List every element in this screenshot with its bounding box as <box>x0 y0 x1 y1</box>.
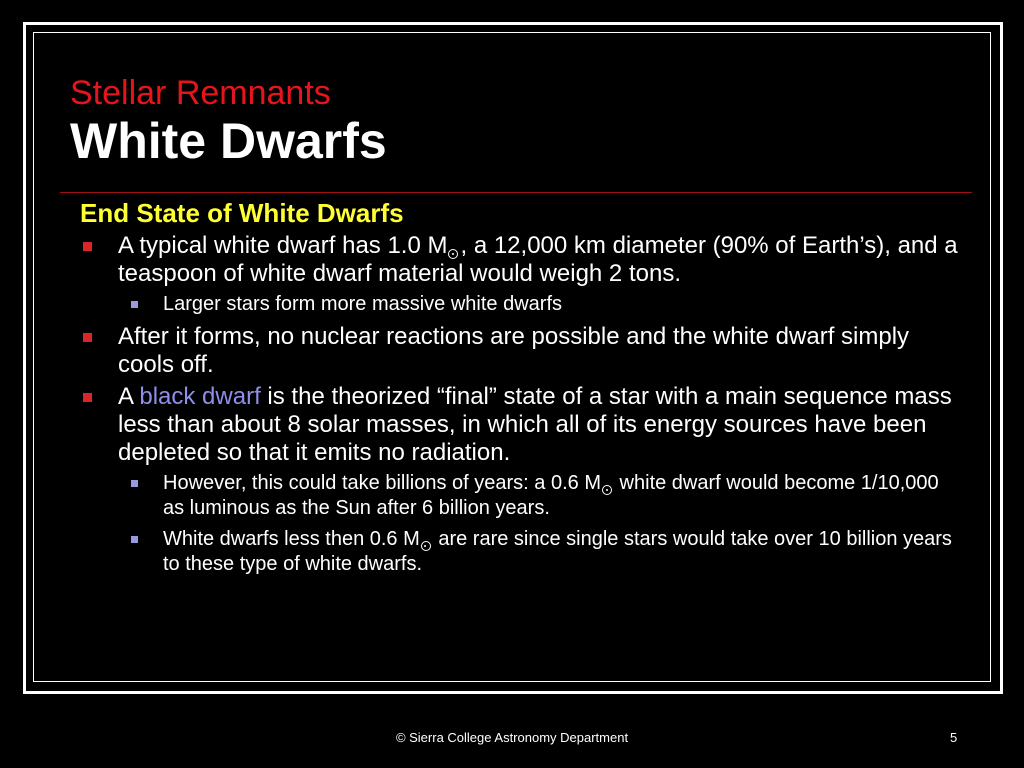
bullet-item-black-dwarf <box>80 383 960 467</box>
bullet-text: is the theorized “final” state of a star with a main sequence mass less than about 8 solar masses, in which all of its energy sources have been depleted so that it emits no radiation. <box>118 383 952 467</box>
slide-title: White Dwarfs <box>70 113 387 169</box>
bullet-square-icon <box>131 480 138 487</box>
title-divider <box>60 192 972 193</box>
slide-subtitle: Stellar Remnants <box>70 74 331 112</box>
footer-copyright: © Sierra College Astronomy Department <box>395 730 629 745</box>
bullet-square-icon <box>131 536 138 543</box>
bullet-item-cools-off <box>80 323 960 379</box>
bullet-square-icon <box>83 242 92 251</box>
sun-symbol-icon <box>448 249 458 259</box>
page-number: 5 <box>950 730 958 745</box>
sub-bullet-text: However, this could take billions of years: a 0.6 M <box>163 472 601 495</box>
sun-symbol-icon <box>421 541 431 551</box>
sub-bullet-text: White dwarfs less then 0.6 M <box>163 528 420 551</box>
bullet-square-icon <box>83 333 92 342</box>
term-black-dwarf: black dwarf <box>139 383 261 411</box>
bullet-text: , a 12,000 km diameter (90% of Earth’s), and a teaspoon of white dwarf material would weigh 2 tons. <box>118 232 958 288</box>
sun-symbol-icon <box>602 485 612 495</box>
sub-bullet-text: are rare since single stars would take over 10 billion years to these type of white dwarfs. <box>163 528 952 576</box>
bullet-item-typical-white-dwarf <box>80 232 960 288</box>
slide-content <box>80 198 960 583</box>
sub-bullet-text: white dwarf would become 1/10,000 as luminous as the Sun after 6 billion years. <box>163 472 939 520</box>
bullet-square-icon <box>83 393 92 402</box>
bullet-text: A typical white dwarf has 1.0 M <box>118 232 448 260</box>
sub-bullet-item-rare-white-dwarfs <box>80 527 960 577</box>
bullet-square-icon <box>131 301 138 308</box>
section-heading: End State of White Dwarfs <box>80 198 404 228</box>
sub-bullet-text: Larger stars form more massive white dwarfs <box>163 293 563 316</box>
sub-bullet-item-billions-of-years <box>80 471 960 521</box>
bullet-text: A <box>118 383 133 411</box>
bullet-text: After it forms, no nuclear reactions are possible and the white dwarf simply cools off. <box>118 323 910 379</box>
sub-bullet-item-larger-stars <box>80 292 960 317</box>
